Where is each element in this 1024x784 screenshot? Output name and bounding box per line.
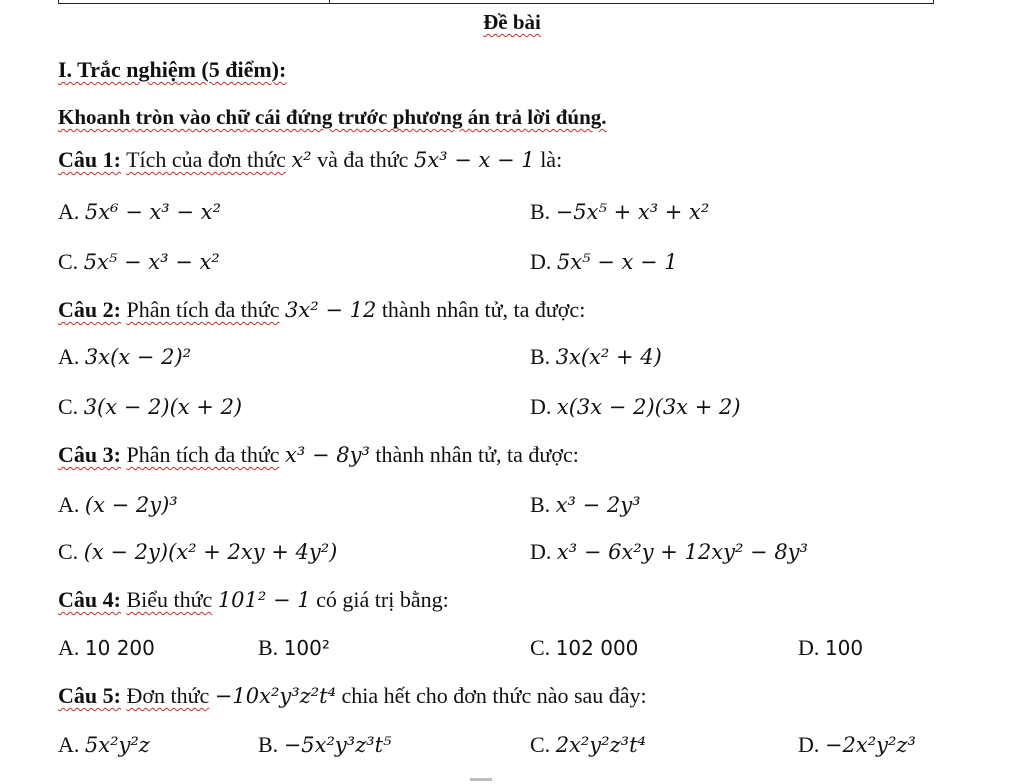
option-letter: D.	[530, 249, 552, 274]
option-value: 3x(x² + 4)	[555, 345, 662, 369]
option-letter: D.	[798, 635, 820, 660]
question-2-text-after: thành nhân tử, ta được:	[381, 297, 586, 322]
option-value: −5x⁵ + x³ + x²	[555, 200, 710, 224]
q4-option-a[interactable]	[58, 634, 155, 662]
option-value: 5x²y²z	[84, 733, 150, 757]
section-title	[58, 56, 286, 84]
option-letter: A.	[58, 199, 80, 224]
q5-option-a[interactable]	[58, 731, 150, 759]
option-value: x³ − 2y³	[555, 493, 641, 517]
option-letter: A.	[58, 635, 80, 660]
option-letter: C.	[58, 249, 79, 274]
option-value: x(3x − 2)(3x + 2)	[556, 395, 741, 419]
question-4	[58, 586, 449, 614]
option-value: 5x⁵ − x³ − x²	[83, 250, 220, 274]
question-4-math-1: 101² − 1	[217, 588, 311, 612]
table-border-top	[58, 0, 934, 4]
q4-option-b[interactable]	[258, 634, 330, 662]
q5-option-b[interactable]	[258, 731, 392, 759]
option-value: 5x⁶ − x³ − x²	[84, 200, 221, 224]
question-1-text-after: là:	[540, 147, 563, 172]
question-5-text-before: Đơn thức	[126, 683, 210, 708]
question-1	[58, 146, 562, 174]
option-letter: B.	[258, 635, 279, 660]
option-value: −5x²y³z³t⁵	[283, 733, 392, 757]
page-title: Đề bài	[483, 10, 541, 34]
q2-option-c[interactable]	[58, 393, 242, 421]
question-4-label: Câu 4:	[58, 587, 121, 612]
option-value: 100²	[283, 636, 330, 660]
question-2	[58, 296, 585, 324]
question-3	[58, 441, 579, 469]
q3-option-d[interactable]	[530, 538, 808, 566]
table-divider	[329, 0, 330, 4]
q1-option-d[interactable]	[530, 248, 678, 276]
option-value: (x − 2y)³	[84, 493, 178, 517]
instruction-text: Khoanh tròn vào chữ cái đứng trước phương án trả lời đúng.	[58, 105, 607, 129]
option-value: x³ − 6x²y + 12xy² − 8y³	[556, 540, 808, 564]
question-2-math-1: 3x² − 12	[285, 298, 377, 322]
question-1-text-before: Tích của đơn thức	[126, 147, 286, 172]
option-value: 3(x − 2)(x + 2)	[83, 395, 243, 419]
q5-option-d[interactable]	[798, 731, 916, 759]
q2-option-d[interactable]	[530, 393, 741, 421]
q1-option-b[interactable]	[530, 198, 709, 226]
page-fragment-mark	[470, 778, 492, 781]
option-letter: D.	[530, 539, 552, 564]
option-letter: C.	[58, 539, 79, 564]
question-3-math-1: x³ − 8y³	[285, 443, 370, 467]
option-letter: D.	[798, 732, 820, 757]
question-4-text-after: có giá trị bằng:	[316, 587, 449, 612]
q1-option-c[interactable]	[58, 248, 220, 276]
option-value: (x − 2y)(x² + 2xy + 4y²)	[83, 540, 338, 564]
question-5	[58, 682, 647, 710]
option-letter: B.	[530, 492, 551, 517]
option-value: −2x²y²z³	[824, 733, 916, 757]
option-letter: B.	[530, 199, 551, 224]
question-1-math-2: 5x³ − x − 1	[413, 148, 535, 172]
question-5-label: Câu 5:	[58, 683, 121, 708]
q4-option-d[interactable]	[798, 634, 863, 662]
option-letter: D.	[530, 394, 552, 419]
q2-option-a[interactable]	[58, 343, 191, 371]
option-value: 100	[824, 636, 864, 660]
section-title-text: I. Trắc nghiệm (5 điểm):	[58, 57, 287, 82]
question-5-text-after: chia hết cho đơn thức nào sau đây:	[341, 683, 647, 708]
option-letter: A.	[58, 732, 80, 757]
option-letter: A.	[58, 492, 80, 517]
option-letter: C.	[58, 394, 79, 419]
question-1-label: Câu 1:	[58, 147, 121, 172]
q3-option-a[interactable]	[58, 491, 178, 519]
option-letter: A.	[58, 344, 80, 369]
question-1-math-1: x²	[291, 148, 312, 172]
option-value: 10 200	[84, 636, 155, 660]
option-value: 2x²y²z³t⁴	[555, 733, 646, 757]
option-letter: B.	[258, 732, 279, 757]
q2-option-b[interactable]	[530, 343, 662, 371]
question-2-text-before: Phân tích đa thức	[126, 297, 280, 322]
option-letter: C.	[530, 732, 551, 757]
q3-option-b[interactable]	[530, 491, 641, 519]
option-letter: B.	[530, 344, 551, 369]
question-2-label: Câu 2:	[58, 297, 121, 322]
option-letter: C.	[530, 635, 551, 660]
question-4-text-before: Biểu thức	[126, 587, 213, 612]
q1-option-a[interactable]	[58, 198, 221, 226]
q4-option-c[interactable]	[530, 634, 638, 662]
question-5-math-1: −10x²y³z²t⁴	[214, 684, 336, 708]
option-value: 102 000	[555, 636, 639, 660]
option-value: 5x⁵ − x − 1	[556, 250, 678, 274]
q3-option-c[interactable]	[58, 538, 337, 566]
option-value: 3x(x − 2)²	[84, 345, 192, 369]
question-3-text-before: Phân tích đa thức	[126, 442, 280, 467]
question-3-text-after: thành nhân tử, ta được:	[375, 442, 579, 467]
question-3-label: Câu 3:	[58, 442, 121, 467]
q5-option-c[interactable]	[530, 731, 646, 759]
question-1-text-mid: và đa thức	[317, 147, 409, 172]
